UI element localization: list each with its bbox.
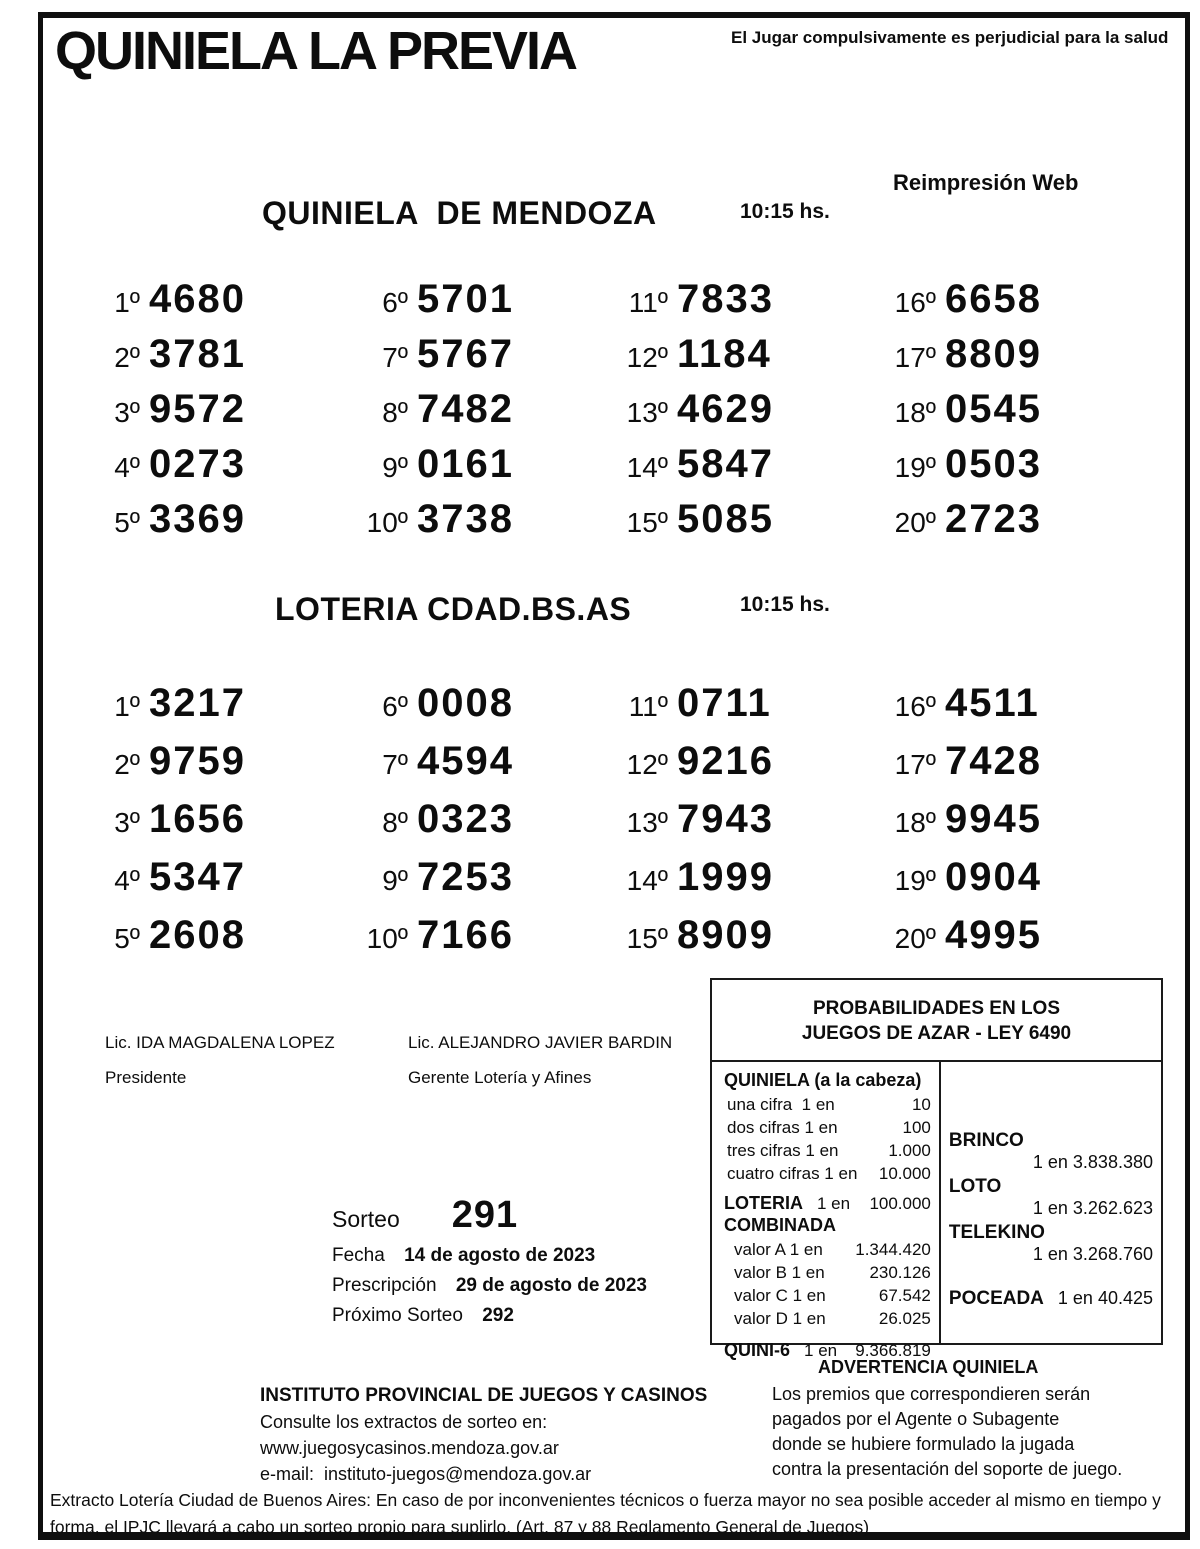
combinada-prob-header: COMBINADA [724,1215,836,1235]
prob-row [724,1307,931,1330]
result-place: 7º [382,342,408,373]
prob-value: 1 en 3.262.623 [1032,1198,1153,1218]
prob-value: 9.366.819 [855,1341,931,1360]
result-number: 3217 [149,681,246,725]
health-warning-text: El Jugar compulsivamente es perjudicial para la salud [731,28,1169,47]
result-place: 4º [114,452,140,483]
result-number: 0904 [945,855,1042,899]
result-place: 18º [894,397,936,428]
probabilities-left-column [712,1062,939,1360]
prob-row [724,1116,931,1139]
result-place: 3º [114,397,140,428]
result-row [882,848,1192,906]
advertencia-line: contra la presentación del soporte de juego. [772,1459,1123,1479]
result-row [882,492,1192,547]
prob-label: LOTO [948,1176,1002,1197]
mendoza-section-heading: QUINIELA DE MENDOZA [262,195,657,231]
fecha-value: 14 de agosto de 2023 [404,1245,596,1266]
result-number: 5347 [149,855,246,899]
result-place: 1º [114,691,140,722]
result-row [614,272,924,327]
probabilities-title [712,980,1161,1062]
advertencia-block [772,1355,1172,1482]
prob-row [724,1238,931,1261]
result-place: 19º [894,865,936,896]
prob-label: LOTERIA [724,1193,803,1213]
result-place: 16º [894,691,936,722]
result-number: 9572 [149,387,246,431]
result-number: 8809 [945,332,1042,376]
result-number: 1999 [677,855,774,899]
prescripcion-label: Prescripción [332,1275,437,1296]
probabilities-title-line1: PROBABILIDADES EN LOS [812,998,1061,1019]
result-place: 13º [626,807,668,838]
footer-note [50,1487,1175,1541]
advertencia-title: ADVERTENCIA QUINIELA [818,1357,1039,1377]
prob-label: QUINI-6 [724,1340,791,1360]
institute-consult-line: Consulte los extractos de sorteo en: [260,1412,548,1432]
prob-value: 100.000 [869,1194,931,1213]
result-row [882,272,1192,327]
prob-value: 230.126 [869,1263,931,1282]
bsas-section-heading: LOTERIA CDAD.BS.AS [275,591,632,627]
result-number: 5767 [417,332,514,376]
result-row [882,906,1192,964]
prob-label: BRINCO [948,1130,1024,1151]
prob-label: TELEKINO [948,1222,1045,1243]
result-row [614,674,924,732]
result-number: 4511 [945,681,1040,725]
result-row [86,674,396,732]
result-number: 9216 [677,739,774,783]
result-place: 7º [382,749,408,780]
result-row [614,492,924,547]
advertencia-line: Los premios que correspondieren serán [772,1384,1091,1404]
result-place: 16º [894,287,936,318]
result-row [882,674,1192,732]
signature-name: Lic. ALEJANDRO JAVIER BARDIN [408,1033,673,1052]
poceada-prob [949,1288,1155,1310]
result-row [614,790,924,848]
prob-label: valor A 1 en [734,1240,823,1259]
proximo-sorteo-value: 292 [482,1305,514,1326]
result-place: 2º [114,342,140,373]
probabilities-right-column [939,1062,1161,1345]
result-number: 4680 [149,277,246,321]
brinco-prob [949,1130,1155,1172]
prob-ratio: 1 en [817,1194,851,1213]
prob-label: cuatro cifras 1 en [727,1164,858,1183]
prob-label: tres cifras 1 en [727,1141,839,1160]
result-row [86,437,396,492]
result-row [86,272,396,327]
result-row [614,382,924,437]
prescripcion-row [332,1275,647,1297]
prob-value: 10 [911,1095,931,1114]
telekino-prob [949,1222,1155,1264]
result-row [882,327,1192,382]
page-title: QUINIELA LA PREVIA [55,21,577,81]
result-place: 14º [626,865,668,896]
prob-label: dos cifras 1 en [727,1118,838,1137]
mendoza-results-column-3 [614,272,924,547]
result-number: 6658 [945,277,1042,321]
result-row [882,732,1192,790]
institute-website: www.juegosycasinos.mendoza.gov.ar [260,1438,559,1458]
result-row [86,790,396,848]
signature-role: Presidente [105,1068,187,1087]
quiniela-prob-header: QUINIELA (a la cabeza) [724,1070,922,1090]
mendoza-draw-time: 10:15 hs. [740,200,830,223]
result-place: 8º [382,397,408,428]
result-number: 2608 [149,913,246,957]
result-row [86,848,396,906]
result-place: 12º [626,749,668,780]
result-number: 9945 [945,797,1042,841]
proximo-sorteo-label: Próximo Sorteo [332,1305,463,1326]
prob-value: 100 [902,1118,931,1137]
prob-row [724,1261,931,1284]
result-place: 14º [626,452,668,483]
institute-name: INSTITUTO PROVINCIAL DE JUEGOS Y CASINOS [260,1385,708,1406]
result-number: 8909 [677,913,774,957]
result-number: 7833 [677,277,774,321]
result-number: 1184 [677,332,772,376]
result-number: 3738 [417,497,514,541]
bsas-results-column-3 [614,674,924,964]
result-row [882,382,1192,437]
result-place: 3º [114,807,140,838]
result-number: 0273 [149,442,246,486]
result-number: 5847 [677,442,774,486]
prob-label: POCEADA [948,1288,1044,1309]
result-number: 7428 [945,739,1042,783]
institute-block [260,1383,707,1487]
result-row [86,492,396,547]
prob-value: 1 en 3.838.380 [1032,1152,1153,1172]
result-row [882,437,1192,492]
result-number: 7253 [417,855,514,899]
fecha-label: Fecha [332,1245,385,1266]
result-place: 6º [382,691,408,722]
result-row [882,790,1192,848]
result-place: 10º [366,507,408,538]
sorteo-row [332,1194,647,1237]
result-number: 0008 [417,681,514,725]
mendoza-results-column-4 [882,272,1192,547]
prob-value: 1 en 40.425 [1057,1288,1153,1308]
result-number: 3781 [149,332,246,376]
prob-value: 1.344.420 [855,1240,931,1259]
bsas-results-column-4 [882,674,1192,964]
result-place: 19º [894,452,936,483]
prescripcion-value: 29 de agosto de 2023 [455,1275,647,1296]
prob-value: 1 en 3.268.760 [1032,1244,1153,1264]
result-row [86,327,396,382]
result-place: 13º [626,397,668,428]
result-number: 0161 [417,442,514,486]
proximo-sorteo-row [332,1305,647,1327]
probabilities-title-line2: JUEGOS DE AZAR - LEY 6490 [801,1023,1072,1044]
result-place: 6º [382,287,408,318]
prob-value: 26.025 [878,1309,931,1328]
result-place: 2º [114,749,140,780]
result-place: 15º [626,923,668,954]
result-place: 17º [894,749,936,780]
fecha-row [332,1245,647,1267]
result-number: 0711 [677,681,772,725]
result-place: 20º [894,507,936,538]
advertencia-line: pagados por el Agente o Subagente [772,1409,1060,1429]
bsas-results-column-1 [86,674,396,964]
result-number: 0545 [945,387,1042,431]
mendoza-results-column-1 [86,272,396,547]
prob-row [724,1139,931,1162]
footer-line: forma, el IPJC llevará a cabo un sorteo propio para suplirlo. (Art. 87 y 88 Reglamento General de Juegos) [50,1517,870,1537]
result-place: 5º [114,507,140,538]
draw-info [332,1194,647,1327]
result-place: 10º [366,923,408,954]
result-place: 9º [382,865,408,896]
probabilities-box [710,978,1163,1360]
result-number: 4995 [945,913,1042,957]
sorteo-label: Sorteo [332,1206,400,1232]
result-number: 7943 [677,797,774,841]
result-place: 11º [628,691,668,722]
result-place: 12º [626,342,668,373]
prob-row [724,1162,931,1185]
result-number: 7166 [417,913,514,957]
result-number: 5701 [417,277,514,321]
result-number: 1656 [149,797,246,841]
result-number: 0503 [945,442,1042,486]
result-place: 15º [626,507,668,538]
result-row [614,848,924,906]
signature-block-gerente [408,1033,672,1088]
result-place: 20º [894,923,936,954]
prob-label: valor B 1 en [734,1263,825,1282]
result-number: 0323 [417,797,514,841]
result-place: 17º [894,342,936,373]
result-row [614,732,924,790]
signature-block-presidente [105,1033,335,1088]
result-row [614,327,924,382]
result-place: 1º [114,287,140,318]
result-place: 18º [894,807,936,838]
reprint-web-label: Reimpresión Web [893,170,1079,195]
result-row [614,437,924,492]
result-row [86,382,396,437]
result-number: 9759 [149,739,246,783]
result-place: 9º [382,452,408,483]
prob-label: valor C 1 en [734,1286,826,1305]
prob-value: 1.000 [888,1141,931,1160]
result-row [614,906,924,964]
result-number: 3369 [149,497,246,541]
institute-email: e-mail: instituto-juegos@mendoza.gov.ar [260,1464,592,1484]
result-place: 5º [114,923,140,954]
prob-row [724,1284,931,1307]
result-number: 7482 [417,387,514,431]
result-number: 2723 [945,497,1042,541]
prob-value: 67.542 [878,1286,931,1305]
footer-line: Extracto Lotería Ciudad de Buenos Aires: En caso de por inconvenientes técnicos o fuerza mayor no sea posible acceder al mismo en tiempo y [50,1490,1161,1510]
prob-row [724,1093,931,1116]
result-number: 4594 [417,739,514,783]
loto-prob [949,1176,1155,1218]
result-number: 5085 [677,497,774,541]
sorteo-number: 291 [451,1194,519,1236]
bsas-draw-time: 10:15 hs. [740,593,830,616]
advertencia-line: donde se hubiere formulado la jugada [772,1434,1075,1454]
prob-label: valor D 1 en [734,1309,826,1328]
signature-name: Lic. IDA MAGDALENA LOPEZ [105,1033,335,1052]
prob-ratio: 1 en [804,1341,838,1360]
result-place: 4º [114,865,140,896]
prob-label: una cifra 1 en [727,1095,835,1114]
prob-value: 10.000 [878,1164,931,1183]
result-row [86,732,396,790]
result-place: 8º [382,807,408,838]
result-number: 4629 [677,387,774,431]
result-row [86,906,396,964]
result-place: 11º [628,287,668,318]
loteria-prob-row [724,1192,931,1215]
signature-role: Gerente Lotería y Afines [408,1068,592,1087]
